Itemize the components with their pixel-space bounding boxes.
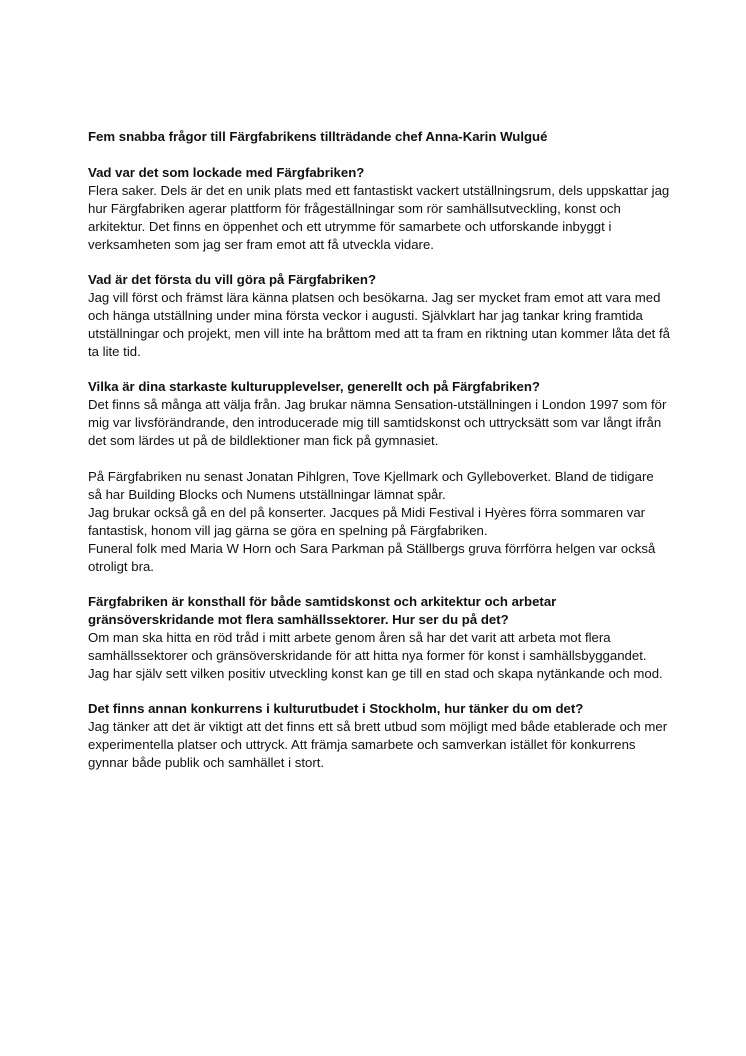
answer-3-paragraph-4: Funeral folk med Maria W Horn och Sara Parkman på Ställbergs gruva förrförra helgen var också otroligt bra.: [88, 541, 656, 574]
paragraph-spacer: [88, 450, 670, 468]
question-4: Färgfabriken är konsthall för både samtidskonst och arkitektur och arbetar gränsöverskridande mot flera samhällssektorer. Hur ser du på det?: [88, 594, 557, 627]
document-page: [88, 128, 670, 789]
answer-1-paragraph-1: Flera saker. Dels är det en unik plats med ett fantastiskt vackert utställningsrum, dels uppskattar jag hur Färgfabriken agerar plattform för frågeställningar som rör samhällsutveckling, konst och arkitektur. Det finns en öppenhet och ett utrymme för samarbete och utforskande inbyggt i verksamheten som jag ser fram emot att få utveckla vidare.: [88, 183, 670, 252]
answer-3-paragraph-1: Det finns så många att välja från. Jag brukar nämna Sensation-utställningen i London 1997 som för mig var livsförändrande, den introducerade mig till samtidskonst och uttrycksätt som var långt ifrån det som lärdes ut på de bildlektioner man fick på gymnasiet.: [88, 397, 667, 448]
question-1: Vad var det som lockade med Färgfabriken?: [88, 165, 365, 180]
qa-block-1: [88, 164, 670, 254]
question-5: Det finns annan konkurrens i kulturutbudet i Stockholm, hur tänker du om det?: [88, 701, 584, 716]
answer-2-paragraph-1: Jag vill först och främst lära känna platsen och besökarna. Jag ser mycket fram emot att vara med och hänga utställning under mina första veckor i augusti. Självklart har jag tankar kring framtida utställningar och projekt, men vill inte ha bråttom med att ta fram en riktning utan kommer låta det få ta lite tid.: [88, 290, 670, 359]
document-title: Fem snabba frågor till Färgfabrikens tillträdande chef Anna-Karin Wulgué: [88, 129, 548, 144]
question-3: Vilka är dina starkaste kulturupplevelser, generellt och på Färgfabriken?: [88, 379, 540, 394]
qa-block-3: [88, 378, 670, 576]
answer-4-paragraph-1: Om man ska hitta en röd tråd i mitt arbete genom åren så har det varit att arbeta mot flera samhällssektorer och gränsöverskridande för att hitta nya former för konst i samhällsbyggandet. Jag har själv sett vilken positiv utveckling konst kan ge till en stad och skapa nytänkande och mod.: [88, 630, 663, 681]
qa-block-5: [88, 700, 670, 772]
qa-block-2: [88, 271, 670, 361]
qa-block-4: [88, 593, 670, 683]
answer-5-paragraph-1: Jag tänker att det är viktigt att det finns ett så brett utbud som möjligt med både etablerade och mer experimentella platser och uttryck. Att främja samarbete och samverkan istället för konkurrens gynnar både publik och samhället i stort.: [88, 719, 668, 770]
answer-3-paragraph-2: På Färgfabriken nu senast Jonatan Pihlgren, Tove Kjellmark och Gylleboverket. Bland de tidigare så har Building Blocks och Numens utställningar lämnat spår.: [88, 469, 654, 502]
answer-3-paragraph-3: Jag brukar också gå en del på konserter. Jacques på Midi Festival i Hyères förra sommaren var fantastisk, honom vill jag gärna se göra en spelning på Färgfabriken.: [88, 505, 646, 538]
question-2: Vad är det första du vill göra på Färgfabriken?: [88, 272, 376, 287]
